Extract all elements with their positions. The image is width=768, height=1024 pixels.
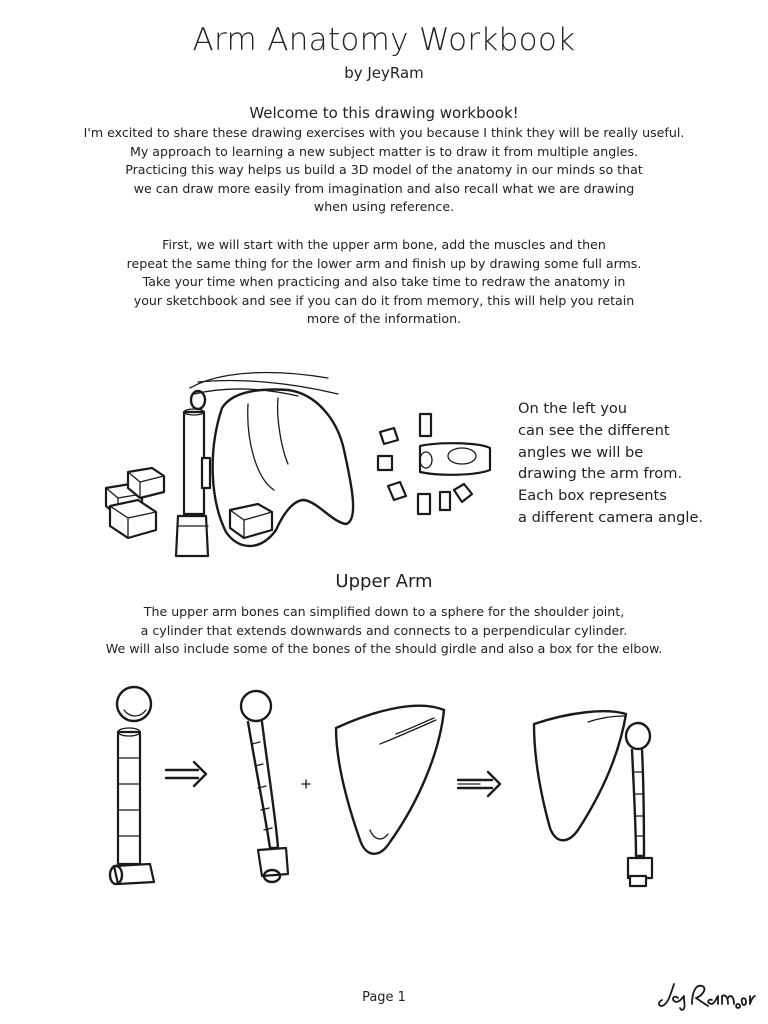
text-line: your sketchbook and see if you can do it from memory, this will help you retain (133, 292, 635, 308)
angles-note (518, 398, 758, 529)
author-byline: by JeyRam (344, 64, 424, 82)
text-line: First, we will start with the upper arm bone, add the muscles and then (162, 237, 606, 252)
text-line: a different camera angle. (518, 508, 704, 526)
text-line: more of the information. (306, 311, 462, 327)
page-number: Page 1 (362, 990, 406, 1005)
arrow-right-icon (166, 762, 206, 786)
text-line: Each box represents (518, 487, 667, 505)
text-line: I'm excited to share these drawing exercises with you because I think they will be really useful. (83, 125, 685, 140)
text-line: angles we will be (518, 443, 644, 461)
upper-arm-paragraph (40, 603, 728, 659)
text-line: we can draw more easily from imagination and also recall what we are drawing (133, 180, 635, 196)
intro-paragraph-1 (40, 124, 728, 217)
text-line: Take your time when practicing and also take time to redraw the anatomy in (142, 274, 626, 290)
jeyram-signature-logo (656, 978, 756, 1014)
page-title: Arm Anatomy Workbook (192, 22, 576, 58)
signature-text: JeyRam.org (656, 1012, 662, 1013)
text-line: when using reference. (313, 199, 455, 215)
text-line: drawing the arm from. (518, 465, 683, 483)
text-line: My approach to learning a new subject matter is to draw it from multiple angles. (129, 143, 639, 159)
text-line: a cylinder that extends downwards and connects to a perpendicular cylinder. (140, 622, 628, 638)
text-line: Practicing this way helps us build a 3D model of the anatomy in our minds so that (125, 162, 643, 178)
text-line: can see the different (518, 421, 670, 439)
plus-icon (302, 780, 310, 788)
arm-angles-sketch (98, 360, 510, 570)
text-line: The upper arm bones can simplified down to a sphere for the shoulder joint, (143, 604, 625, 619)
text-line: We will also include some of the bones of the should girdle and also a box for the elbow. (105, 641, 663, 657)
text-line: repeat the same thing for the lower arm and finish up by drawing some full arms. (126, 255, 642, 271)
text-line: On the left you (518, 400, 628, 417)
upper-arm-steps-sketch (100, 680, 680, 910)
welcome-heading: Welcome to this drawing workbook! (249, 104, 519, 122)
intro-paragraph-2 (40, 236, 728, 329)
section-heading-upper-arm: Upper Arm (335, 571, 433, 592)
